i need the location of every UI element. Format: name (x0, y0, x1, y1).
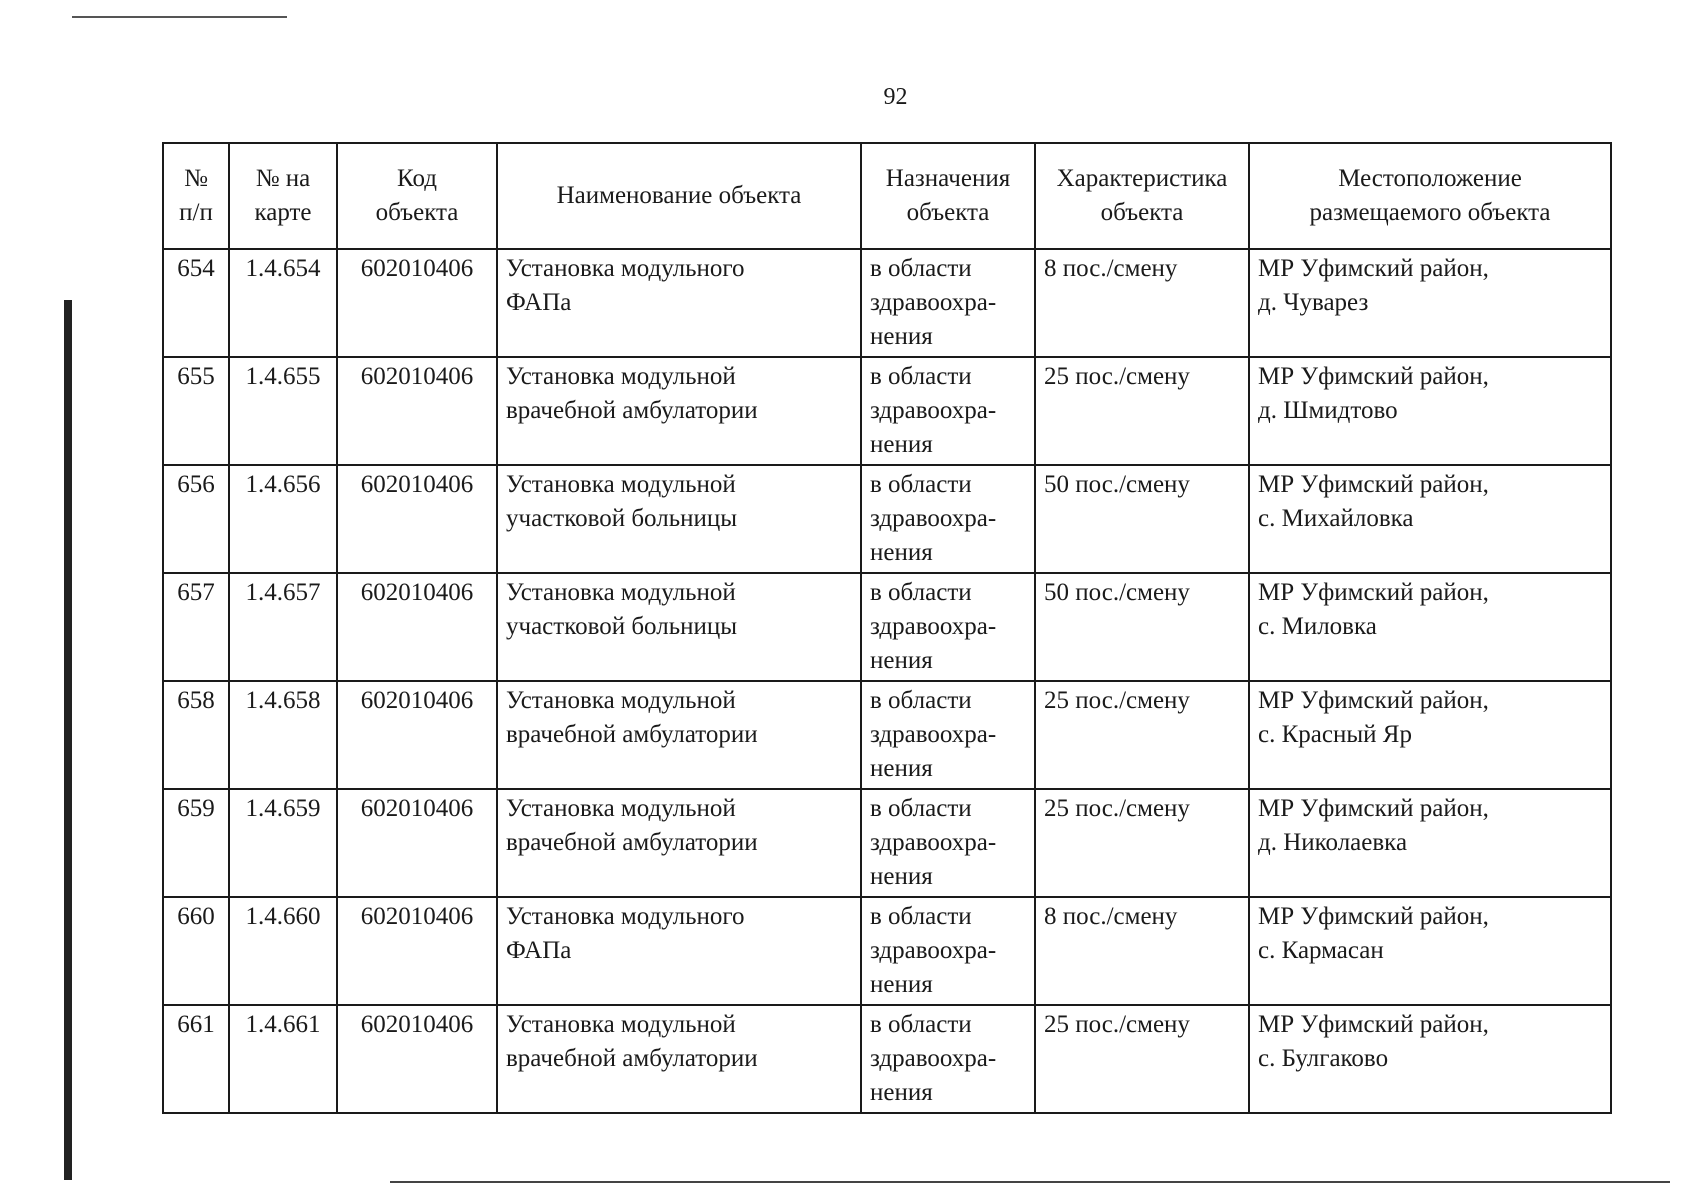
scan-edge-bottom (390, 1181, 1670, 1183)
cell-object-name: Установка модульной врачебной амбулатории (497, 789, 861, 897)
table-row (163, 249, 1611, 357)
header-object-name: Наименование объекта (497, 143, 861, 249)
cell-object-purpose: в области здравоохра- нения (861, 465, 1035, 573)
table-row (163, 465, 1611, 573)
objects-table (162, 142, 1612, 1114)
cell-object-code: 602010406 (337, 249, 497, 357)
cell-object-code: 602010406 (337, 573, 497, 681)
header-object-code: Код объекта (337, 143, 497, 249)
table-row (163, 897, 1611, 1005)
cell-number: 661 (163, 1005, 229, 1113)
cell-object-code: 602010406 (337, 1005, 497, 1113)
table-row (163, 1005, 1611, 1113)
cell-number: 659 (163, 789, 229, 897)
cell-object-location: МР Уфимский район, д. Николаевка (1249, 789, 1611, 897)
cell-object-purpose: в области здравоохра- нения (861, 249, 1035, 357)
cell-object-spec: 8 пос./смену (1035, 249, 1249, 357)
table-row (163, 789, 1611, 897)
cell-object-spec: 8 пос./смену (1035, 897, 1249, 1005)
cell-map-number: 1.4.658 (229, 681, 337, 789)
cell-object-location: МР Уфимский район, д. Шмидтово (1249, 357, 1611, 465)
cell-object-code: 602010406 (337, 465, 497, 573)
cell-object-spec: 50 пос./смену (1035, 465, 1249, 573)
cell-map-number: 1.4.655 (229, 357, 337, 465)
cell-map-number: 1.4.659 (229, 789, 337, 897)
cell-object-purpose: в области здравоохра- нения (861, 789, 1035, 897)
cell-object-name: Установка модульной врачебной амбулатории (497, 1005, 861, 1113)
cell-object-code: 602010406 (337, 897, 497, 1005)
cell-object-name: Установка модульного ФАПа (497, 897, 861, 1005)
cell-object-name: Установка модульного ФАПа (497, 249, 861, 357)
cell-object-code: 602010406 (337, 357, 497, 465)
cell-number: 655 (163, 357, 229, 465)
cell-object-purpose: в области здравоохра- нения (861, 681, 1035, 789)
cell-object-spec: 25 пос./смену (1035, 357, 1249, 465)
table-row (163, 357, 1611, 465)
cell-object-location: МР Уфимский район, с. Миловка (1249, 573, 1611, 681)
cell-number: 657 (163, 573, 229, 681)
cell-number: 658 (163, 681, 229, 789)
cell-number: 654 (163, 249, 229, 357)
header-object-purpose: Назначения объекта (861, 143, 1035, 249)
cell-object-spec: 25 пос./смену (1035, 681, 1249, 789)
scan-edge-left (64, 300, 72, 1180)
cell-object-spec: 50 пос./смену (1035, 573, 1249, 681)
cell-object-name: Установка модульной участковой больницы (497, 573, 861, 681)
cell-object-spec: 25 пос./смену (1035, 789, 1249, 897)
scan-edge-top (72, 16, 287, 18)
cell-object-name: Установка модульной участковой больницы (497, 465, 861, 573)
cell-object-code: 602010406 (337, 681, 497, 789)
header-object-spec: Характеристика объекта (1035, 143, 1249, 249)
cell-object-name: Установка модульной врачебной амбулатории (497, 681, 861, 789)
cell-map-number: 1.4.660 (229, 897, 337, 1005)
cell-object-location: МР Уфимский район, с. Михайловка (1249, 465, 1611, 573)
cell-object-location: МР Уфимский район, с. Кармасан (1249, 897, 1611, 1005)
table-row (163, 573, 1611, 681)
header-object-location: Местоположение размещаемого объекта (1249, 143, 1611, 249)
page-number: 92 (883, 84, 908, 110)
cell-map-number: 1.4.657 (229, 573, 337, 681)
cell-map-number: 1.4.654 (229, 249, 337, 357)
table-header-row (163, 143, 1611, 249)
cell-object-name: Установка модульной врачебной амбулатории (497, 357, 861, 465)
cell-object-code: 602010406 (337, 789, 497, 897)
table-row (163, 681, 1611, 789)
cell-object-purpose: в области здравоохра- нения (861, 1005, 1035, 1113)
cell-map-number: 1.4.656 (229, 465, 337, 573)
cell-object-purpose: в области здравоохра- нения (861, 357, 1035, 465)
cell-object-location: МР Уфимский район, с. Булгаково (1249, 1005, 1611, 1113)
cell-object-location: МР Уфимский район, с. Красный Яр (1249, 681, 1611, 789)
cell-map-number: 1.4.661 (229, 1005, 337, 1113)
cell-number: 660 (163, 897, 229, 1005)
cell-object-purpose: в области здравоохра- нения (861, 573, 1035, 681)
header-number: № п/п (163, 143, 229, 249)
cell-number: 656 (163, 465, 229, 573)
header-map-number: № на карте (229, 143, 337, 249)
cell-object-spec: 25 пос./смену (1035, 1005, 1249, 1113)
cell-object-location: МР Уфимский район, д. Чуварез (1249, 249, 1611, 357)
cell-object-purpose: в области здравоохра- нения (861, 897, 1035, 1005)
